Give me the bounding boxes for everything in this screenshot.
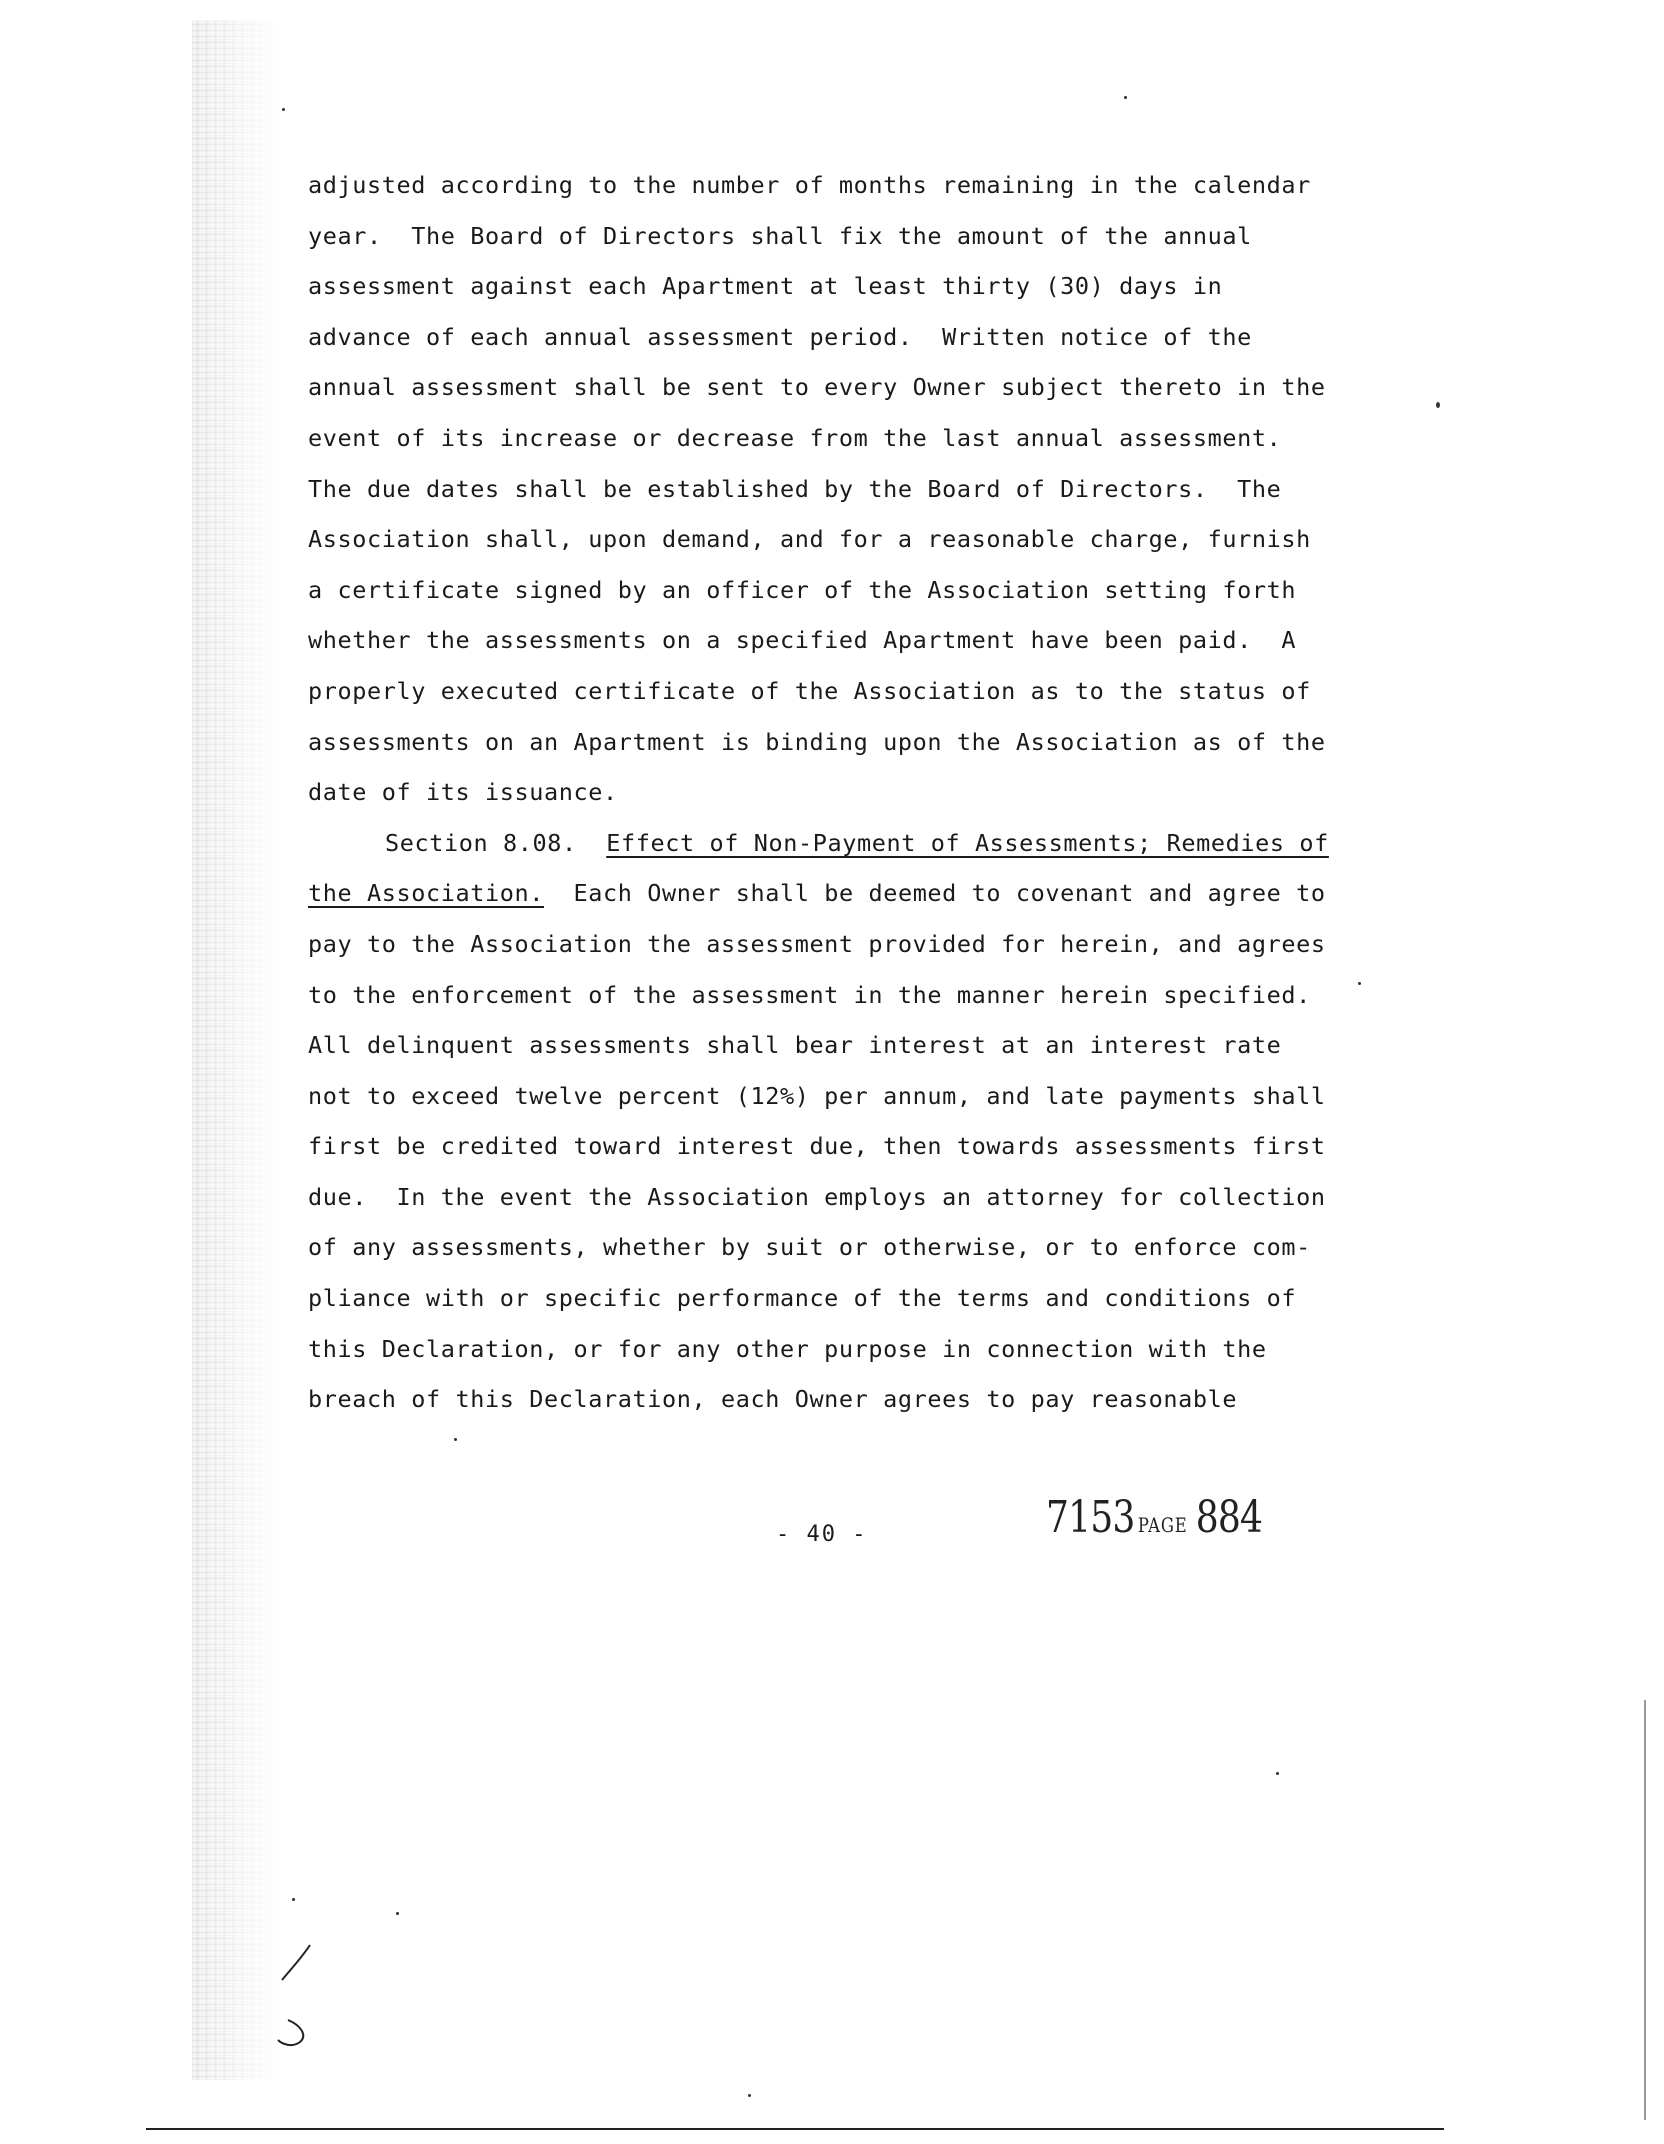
section-heading-part1: Effect of Non-Payment of Assessments; Remedies of: [606, 828, 1329, 857]
section-label: Section 8.08.: [385, 828, 577, 857]
scan-speck: [454, 1438, 457, 1441]
body-line: adjusted according to the number of months remaining in the calendar: [308, 171, 1311, 199]
section-line: pay to the Association the assessment provided for herein, and agrees: [308, 929, 1326, 958]
section-line: pliance with or specific performance of the terms and conditions of: [308, 1284, 1297, 1313]
body-line: properly executed certificate of the Association as to the status of: [308, 676, 1311, 705]
page-label: PAGE: [1137, 1513, 1188, 1537]
scan-noise-edge: [192, 20, 282, 2080]
page-number: - 40 -: [776, 1522, 868, 1547]
section-heading-line-2: [308, 868, 1368, 919]
section-line: due. In the event the Association employs an attorney for collection: [308, 1182, 1326, 1211]
section-heading-line: [308, 818, 1368, 869]
scan-speck: [748, 2094, 751, 2097]
section-line: All delinquent assessments shall bear interest at an interest rate: [308, 1031, 1282, 1060]
scan-speck: [396, 1912, 399, 1915]
section-line: not to exceed twelve percent (12%) per annum, and late payments shall: [308, 1081, 1326, 1110]
scan-speck: [292, 1898, 295, 1901]
body-line: date of its issuance.: [308, 778, 618, 807]
section-line: first be credited toward interest due, then towards assessments first: [308, 1132, 1326, 1161]
scan-bottom-rule: [146, 2128, 1444, 2130]
scan-speck: [1276, 1772, 1279, 1775]
body-line: The due dates shall be established by the Board of Directors. The: [308, 474, 1282, 503]
body-line: assessments on an Apartment is binding upon the Association as of the: [308, 727, 1326, 756]
scan-speck: [1436, 402, 1440, 408]
body-line: advance of each annual assessment period. Written notice of the: [308, 322, 1252, 351]
body-line: assessment against each Apartment at least thirty (30) days in: [308, 272, 1223, 301]
body-line: annual assessment shall be sent to every Owner subject thereto in the: [308, 373, 1326, 402]
body-line: whether the assessments on a specified Apartment have been paid. A: [308, 626, 1297, 655]
scan-right-edge-line: [1644, 1700, 1646, 2120]
section-line: breach of this Declaration, each Owner agrees to pay reasonable: [308, 1385, 1238, 1414]
section-line: this Declaration, or for any other purpose in connection with the: [308, 1334, 1267, 1363]
scan-speck: [282, 108, 285, 111]
section-heading-part2: the Association.: [308, 879, 544, 908]
book-page-number: 884: [1195, 1492, 1263, 1543]
body-line: Association shall, upon demand, and for a reasonable charge, furnish: [308, 525, 1311, 554]
body-line: a certificate signed by an officer of the Association setting forth: [308, 575, 1297, 604]
handwritten-mark: [270, 1940, 330, 2050]
body-line: event of its increase or decrease from the last annual assessment.: [308, 423, 1282, 452]
document-body: [308, 160, 1368, 1425]
section-first-line-rest: Each Owner shall be deemed to covenant and agree to: [543, 879, 1326, 908]
book-number: 7153: [1046, 1492, 1135, 1543]
section-line: of any assessments, whether by suit or otherwise, or to enforce com-: [308, 1233, 1311, 1262]
section-line: to the enforcement of the assessment in the manner herein specified.: [308, 980, 1311, 1009]
book-page-stamp: [1046, 1492, 1262, 1543]
body-line: year. The Board of Directors shall fix the amount of the annual: [308, 221, 1252, 250]
scan-speck: [1124, 96, 1127, 99]
